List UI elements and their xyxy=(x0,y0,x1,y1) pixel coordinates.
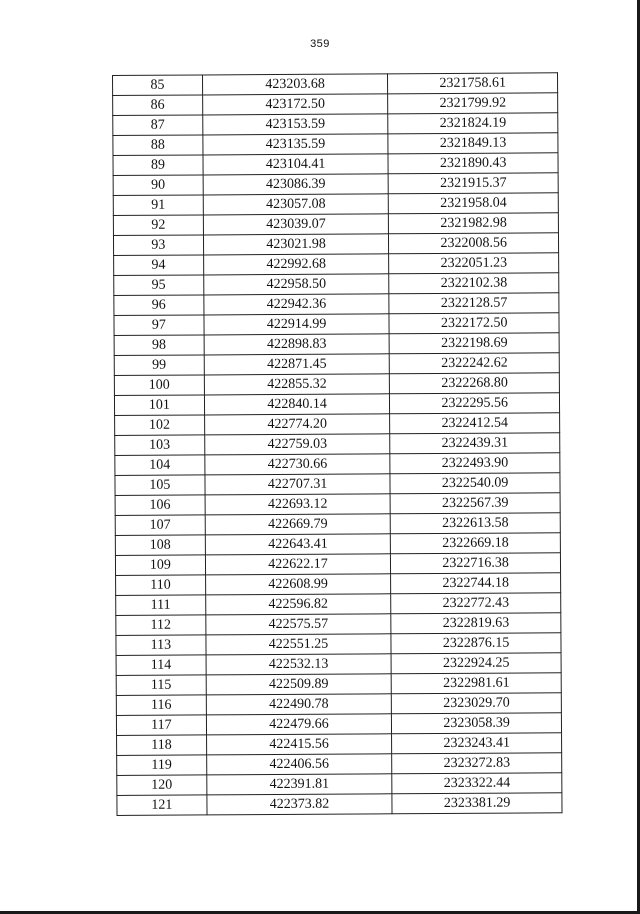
x-coordinate-cell: 422415.56 xyxy=(206,734,392,755)
coordinate-table xyxy=(112,72,563,816)
y-coordinate-cell: 2323272.83 xyxy=(392,753,562,774)
y-coordinate-cell: 2322242.62 xyxy=(390,353,560,374)
x-coordinate-cell: 422596.82 xyxy=(205,594,391,615)
x-coordinate-cell: 422391.81 xyxy=(207,774,393,795)
x-coordinate-cell: 423057.08 xyxy=(203,194,389,215)
x-coordinate-cell: 423104.41 xyxy=(203,154,389,175)
y-coordinate-cell: 2322295.56 xyxy=(390,393,560,414)
y-coordinate-cell: 2323029.70 xyxy=(392,693,562,714)
point-number-cell: 89 xyxy=(113,155,203,176)
coordinate-table-body xyxy=(113,73,563,816)
table-row xyxy=(116,673,561,696)
table-row xyxy=(114,253,559,276)
table-row xyxy=(113,93,558,116)
point-number-cell: 114 xyxy=(116,655,206,676)
table-row xyxy=(115,553,560,576)
point-number-cell: 87 xyxy=(113,115,203,136)
y-coordinate-cell: 2322924.25 xyxy=(391,653,561,674)
table-row xyxy=(113,173,558,196)
y-coordinate-cell: 2323058.39 xyxy=(392,713,562,734)
y-coordinate-cell: 2322772.43 xyxy=(391,593,561,614)
y-coordinate-cell: 2322102.38 xyxy=(389,273,559,294)
page-number: 359 xyxy=(310,38,330,50)
point-number-cell: 116 xyxy=(116,695,206,716)
point-number-cell: 103 xyxy=(115,435,205,456)
table-row xyxy=(114,293,559,316)
x-coordinate-cell: 422759.03 xyxy=(204,434,390,455)
point-number-cell: 119 xyxy=(117,755,207,776)
table-row xyxy=(117,733,562,756)
table-row xyxy=(114,333,559,356)
table-row xyxy=(113,133,558,156)
x-coordinate-cell: 422551.25 xyxy=(206,634,392,655)
y-coordinate-cell: 2322051.23 xyxy=(389,253,559,274)
table-row xyxy=(117,793,562,816)
table-row xyxy=(114,273,559,296)
x-coordinate-cell: 423172.50 xyxy=(202,94,388,115)
table-row xyxy=(115,413,560,436)
x-coordinate-cell: 422855.32 xyxy=(204,374,390,395)
point-number-cell: 91 xyxy=(113,195,203,216)
x-coordinate-cell: 422575.57 xyxy=(206,614,392,635)
x-coordinate-cell: 423135.59 xyxy=(203,134,389,155)
table-row xyxy=(115,433,560,456)
x-coordinate-cell: 422871.45 xyxy=(204,354,390,375)
point-number-cell: 111 xyxy=(116,595,206,616)
table-row xyxy=(116,693,561,716)
y-coordinate-cell: 2321824.19 xyxy=(388,113,558,134)
y-coordinate-cell: 2322744.18 xyxy=(391,573,561,594)
y-coordinate-cell: 2321982.98 xyxy=(389,213,559,234)
x-coordinate-cell: 423039.07 xyxy=(203,214,389,235)
table-row xyxy=(116,653,561,676)
table-row xyxy=(113,113,558,136)
y-coordinate-cell: 2323322.44 xyxy=(392,773,562,794)
x-coordinate-cell: 423021.98 xyxy=(203,234,389,255)
x-coordinate-cell: 422509.89 xyxy=(206,674,392,695)
y-coordinate-cell: 2321915.37 xyxy=(388,173,558,194)
x-coordinate-cell: 422914.99 xyxy=(204,314,390,335)
y-coordinate-cell: 2322493.90 xyxy=(390,453,560,474)
y-coordinate-cell: 2322439.31 xyxy=(390,433,560,454)
point-number-cell: 88 xyxy=(113,135,203,156)
y-coordinate-cell: 2323243.41 xyxy=(392,733,562,754)
x-coordinate-cell: 422608.99 xyxy=(205,574,391,595)
y-coordinate-cell: 2321890.43 xyxy=(388,153,558,174)
point-number-cell: 107 xyxy=(115,515,205,536)
point-number-cell: 86 xyxy=(113,95,203,116)
point-number-cell: 105 xyxy=(115,475,205,496)
y-coordinate-cell: 2321958.04 xyxy=(389,193,559,214)
table-row xyxy=(116,593,561,616)
point-number-cell: 112 xyxy=(116,615,206,636)
x-coordinate-cell: 422693.12 xyxy=(205,494,391,515)
y-coordinate-cell: 2322412.54 xyxy=(390,413,560,434)
table-row xyxy=(114,313,559,336)
point-number-cell: 117 xyxy=(116,715,206,736)
table-row xyxy=(114,373,559,396)
y-coordinate-cell: 2322567.39 xyxy=(390,493,560,514)
point-number-cell: 113 xyxy=(116,635,206,656)
y-coordinate-cell: 2322198.69 xyxy=(389,333,559,354)
y-coordinate-cell: 2323381.29 xyxy=(392,793,562,814)
y-coordinate-cell: 2322876.15 xyxy=(391,633,561,654)
y-coordinate-cell: 2322540.09 xyxy=(390,473,560,494)
point-number-cell: 115 xyxy=(116,675,206,696)
y-coordinate-cell: 2322172.50 xyxy=(389,313,559,334)
point-number-cell: 85 xyxy=(113,75,203,96)
point-number-cell: 92 xyxy=(113,215,203,236)
table-row xyxy=(113,153,558,176)
point-number-cell: 109 xyxy=(115,555,205,576)
x-coordinate-cell: 422840.14 xyxy=(204,394,390,415)
x-coordinate-cell: 422669.79 xyxy=(205,514,391,535)
y-coordinate-cell: 2321799.92 xyxy=(388,93,558,114)
table-row xyxy=(116,613,561,636)
x-coordinate-cell: 422643.41 xyxy=(205,534,391,555)
table-row xyxy=(114,393,559,416)
point-number-cell: 101 xyxy=(114,395,204,416)
point-number-cell: 118 xyxy=(117,735,207,756)
point-number-cell: 110 xyxy=(116,575,206,596)
x-coordinate-cell: 422942.36 xyxy=(204,294,390,315)
point-number-cell: 120 xyxy=(117,775,207,796)
x-coordinate-cell: 422958.50 xyxy=(203,274,389,295)
y-coordinate-cell: 2321849.13 xyxy=(388,133,558,154)
x-coordinate-cell: 422707.31 xyxy=(205,474,391,495)
table-row xyxy=(113,193,558,216)
y-coordinate-cell: 2322819.63 xyxy=(391,613,561,634)
point-number-cell: 97 xyxy=(114,315,204,336)
table-row xyxy=(113,73,558,96)
table-row xyxy=(115,453,560,476)
x-coordinate-cell: 422898.83 xyxy=(204,334,390,355)
table-row xyxy=(113,233,558,256)
x-coordinate-cell: 422622.17 xyxy=(205,554,391,575)
point-number-cell: 96 xyxy=(114,295,204,316)
table-row xyxy=(115,533,560,556)
table-row xyxy=(116,713,561,736)
x-coordinate-cell: 422774.20 xyxy=(204,414,390,435)
y-coordinate-cell: 2321758.61 xyxy=(388,73,558,94)
x-coordinate-cell: 422532.13 xyxy=(206,654,392,675)
point-number-cell: 104 xyxy=(115,455,205,476)
table-row xyxy=(113,213,558,236)
point-number-cell: 102 xyxy=(115,415,205,436)
x-coordinate-cell: 422730.66 xyxy=(205,454,391,475)
x-coordinate-cell: 422373.82 xyxy=(207,794,393,815)
point-number-cell: 94 xyxy=(114,255,204,276)
y-coordinate-cell: 2322008.56 xyxy=(389,233,559,254)
y-coordinate-cell: 2322128.57 xyxy=(389,293,559,314)
table-row xyxy=(114,353,559,376)
table-row xyxy=(117,773,562,796)
point-number-cell: 106 xyxy=(115,495,205,516)
table-row xyxy=(115,513,560,536)
point-number-cell: 90 xyxy=(113,175,203,196)
point-number-cell: 121 xyxy=(117,795,207,816)
y-coordinate-cell: 2322669.18 xyxy=(391,533,561,554)
y-coordinate-cell: 2322716.38 xyxy=(391,553,561,574)
point-number-cell: 99 xyxy=(114,355,204,376)
table-row xyxy=(116,633,561,656)
table-row xyxy=(116,573,561,596)
table-row xyxy=(117,753,562,776)
y-coordinate-cell: 2322268.80 xyxy=(390,373,560,394)
x-coordinate-cell: 422490.78 xyxy=(206,694,392,715)
table-row xyxy=(115,473,560,496)
x-coordinate-cell: 422406.56 xyxy=(206,754,392,775)
x-coordinate-cell: 423203.68 xyxy=(202,74,388,95)
x-coordinate-cell: 422992.68 xyxy=(203,254,389,275)
point-number-cell: 95 xyxy=(114,275,204,296)
x-coordinate-cell: 422479.66 xyxy=(206,714,392,735)
y-coordinate-cell: 2322981.61 xyxy=(391,673,561,694)
point-number-cell: 108 xyxy=(115,535,205,556)
y-coordinate-cell: 2322613.58 xyxy=(391,513,561,534)
point-number-cell: 93 xyxy=(113,235,203,256)
x-coordinate-cell: 423086.39 xyxy=(203,174,389,195)
table-row xyxy=(115,493,560,516)
point-number-cell: 100 xyxy=(114,375,204,396)
x-coordinate-cell: 423153.59 xyxy=(203,114,389,135)
point-number-cell: 98 xyxy=(114,335,204,356)
